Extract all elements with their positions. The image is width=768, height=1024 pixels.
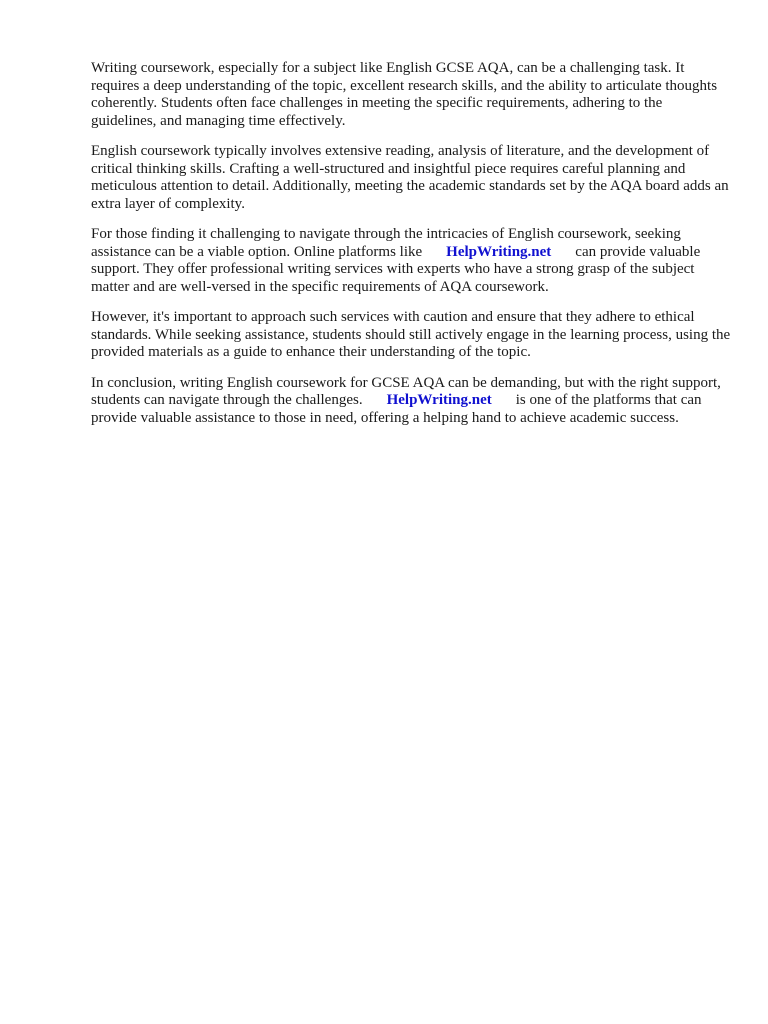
paragraph-assistance-after: can provide valuable support. They offer professional writing services with experts who have a strong grasp of the subject matter and are well-versed in the specific requirements of AQA coursework. bbox=[91, 243, 701, 295]
paragraph-conclusion-before: In conclusion, writing English coursework for GCSE AQA can be demanding, but with the right support, students can navigate through the challenges. bbox=[91, 374, 721, 408]
paragraph-assistance bbox=[91, 226, 731, 296]
paragraph-caution: However, it's important to approach such services with caution and ensure that they adhere to ethical standards. While seeking assistance, students should still actively engage in the learning process, using the provided materials as a guide to enhance their understanding of the topic. bbox=[91, 309, 731, 360]
helpwriting-link-conclusion[interactable]: HelpWriting.net bbox=[386, 392, 492, 408]
paragraph-assistance-before: For those finding it challenging to navigate through the intricacies of English coursework, seeking assistance can be a viable option. Online platforms like bbox=[91, 226, 681, 260]
paragraph-coursework: English coursework typically involves extensive reading, analysis of literature, and the development of critical thinking skills. Crafting a well-structured and insightful piece requires careful planning and meticulous attention to detail. Additionally, meeting the academic standards set by the AQA board adds an extra layer of complexity. bbox=[91, 143, 729, 212]
document-body bbox=[91, 60, 731, 440]
paragraph-conclusion bbox=[91, 375, 731, 428]
paragraph-conclusion-after: is one of the platforms that can provide valuable assistance to those in need, offering a helping hand to achieve academic success. bbox=[91, 392, 702, 426]
paragraph-intro: Writing coursework, especially for a subject like English GCSE AQA, can be a challenging task. It requires a deep understanding of the topic, excellent research skills, and the ability to articulate thoughts coherently. Students often face challenges in meeting the specific requirements, adhering to the guidelines, and managing time effectively. bbox=[91, 60, 718, 129]
helpwriting-link[interactable]: HelpWriting.net bbox=[446, 243, 552, 260]
